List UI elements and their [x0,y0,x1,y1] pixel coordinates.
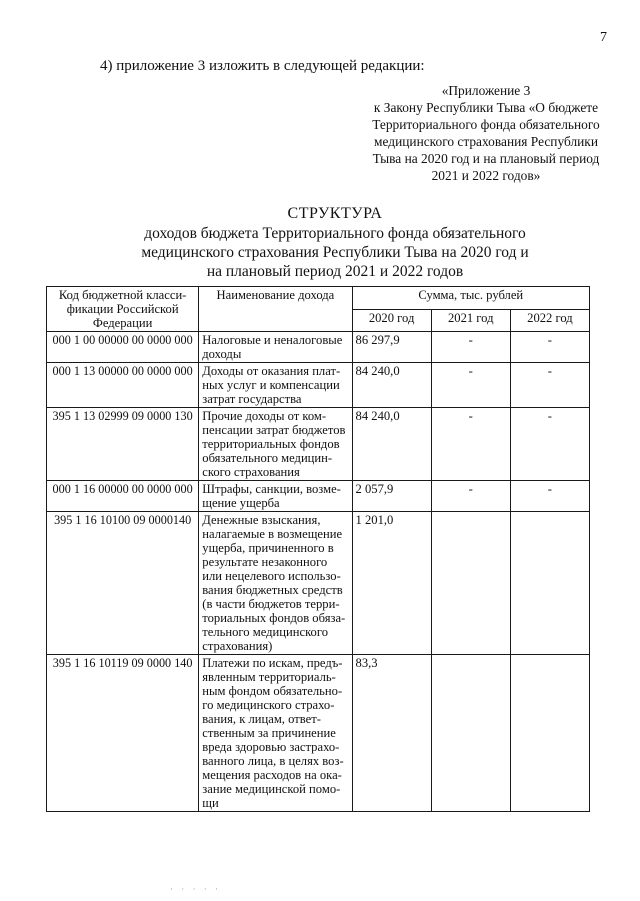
table-row [47,481,590,512]
row-name-line: результате незаконного [202,555,328,569]
title-line: медицинского страхования Республики Тыва на 2020 год и [141,244,529,261]
row-name-line: Денежные взыскания, [202,513,321,527]
row-name-line: щение ущерба [202,496,280,510]
row-value-2021 [431,512,510,655]
row-value-2021: - [431,363,510,408]
row-value-2022: - [510,481,589,512]
row-name-line: пенсации затрат бюджетов [202,423,346,437]
row-value-2020: 86 297,9 [352,332,431,363]
row-value-2020: 2 057,9 [352,481,431,512]
row-name-line: Штрафы, санкции, возме- [202,482,341,496]
row-name-line: ным фондом обязательно- [202,684,343,698]
appendix-line: «Приложение 3 [441,83,531,98]
document-title [100,204,570,281]
row-name-line: мещения расходов на ока- [202,768,342,782]
row-name-line: Налоговые и неналоговые [202,333,343,347]
row-name-line: Прочие доходы от ком- [202,409,327,423]
row-name [199,363,352,408]
row-value-2022: - [510,332,589,363]
row-name [199,332,352,363]
appendix-line: медицинского страхования Республики [374,134,598,149]
row-name-line: зание медицинской помо- [202,782,341,796]
header-year-2022: 2022 год [510,309,589,332]
row-name [199,655,352,812]
table-row [47,512,590,655]
table-body [47,332,590,812]
row-code: 395 1 16 10119 09 0000 140 [47,655,199,812]
header-code: Код бюджетной класси- фикации Российской Федерации [47,287,199,332]
table-header-row [47,287,590,310]
table-row [47,332,590,363]
row-name-line: (в части бюджетов терри- [202,597,340,611]
row-name-line: доходы [202,347,242,361]
row-name-line: вания бюджетных средств [202,583,343,597]
row-value-2022 [510,655,589,812]
title-heading: СТРУКТУРА [287,205,383,222]
row-name-line: ущерба, причиненного в [202,541,334,555]
appendix-line: 2021 и 2022 годов» [431,168,541,183]
row-value-2021: - [431,481,510,512]
title-line: на плановый период 2021 и 2022 годов [206,263,464,280]
row-code: 000 1 00 00000 00 0000 000 [47,332,199,363]
row-value-2021: - [431,332,510,363]
row-code: 000 1 13 00000 00 0000 000 [47,363,199,408]
row-code: 000 1 16 00000 00 0000 000 [47,481,199,512]
appendix-line: Тыва на 2020 год и на плановый период [372,151,600,166]
row-name-line: щи [202,796,219,810]
table-row [47,655,590,812]
page-number: 7 [600,30,607,45]
row-value-2021 [431,655,510,812]
row-name [199,408,352,481]
row-code: 395 1 16 10100 09 0000140 [47,512,199,655]
row-name-line: ского страхования [202,465,300,479]
row-name-line: ственным за причинение [202,726,336,740]
row-name-line: Платежи по искам, предъ- [202,656,343,670]
row-name-line: вания, к лицам, ответ- [202,712,321,726]
row-value-2022 [510,512,589,655]
row-name-line: обязательного медицин- [202,451,333,465]
header-sum: Сумма, тыс. рублей [352,287,589,310]
revenue-structure-table [46,286,590,812]
row-name-line: ванного лица, в целях воз- [202,754,344,768]
row-name-line: или нецелевого использо- [202,569,341,583]
appendix-line: Территориального фонда обязательного [372,117,600,132]
row-name [199,481,352,512]
table-row [47,408,590,481]
header-year-2021: 2021 год [431,309,510,332]
row-name-line: Доходы от оказания плат- [202,364,341,378]
scan-artifact: · · · · · [170,884,221,894]
row-name-line: явленным территориаль- [202,670,336,684]
row-code: 395 1 13 02999 09 0000 130 [47,408,199,481]
row-name-line: тельного медицинского [202,625,328,639]
row-value-2022: - [510,408,589,481]
row-name-line: ториальных фондов обяза- [202,611,346,625]
appendix-reference [360,82,612,184]
title-line: доходов бюджета Территориального фонда обязательного [144,225,526,242]
row-name [199,512,352,655]
row-name-line: страхования) [202,639,273,653]
header-year-2020: 2020 год [352,309,431,332]
row-name-line: вреда здоровью застрахо- [202,740,340,754]
row-value-2020: 83,3 [352,655,431,812]
row-name-line: затрат государства [202,392,302,406]
row-name-line: налагаемые в возмещение [202,527,343,541]
row-value-2022: - [510,363,589,408]
row-value-2020: 1 201,0 [352,512,431,655]
header-name: Наименование дохода [199,287,352,332]
appendix-line: к Закону Республики Тыва «О бюджете [373,100,599,115]
intro-paragraph: 4) приложение 3 изложить в следующей редакции: [100,58,425,74]
row-name-line: территориальных фондов [202,437,340,451]
row-name-line: ных услуг и компенсации [202,378,340,392]
table-row [47,363,590,408]
row-value-2021: - [431,408,510,481]
row-value-2020: 84 240,0 [352,408,431,481]
row-name-line: го медицинского страхо- [202,698,335,712]
row-value-2020: 84 240,0 [352,363,431,408]
